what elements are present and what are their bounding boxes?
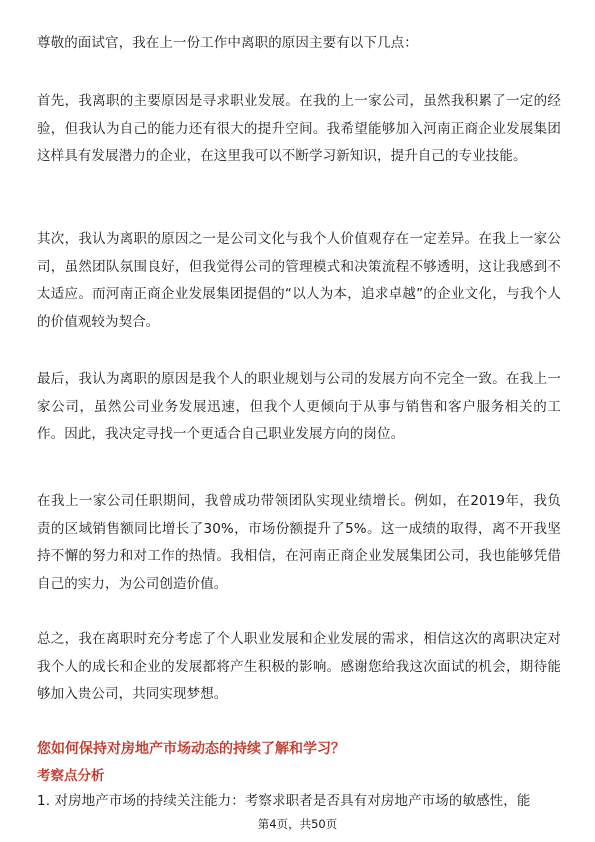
paragraph-third-reason: 最后，我认为离职的原因是我个人的职业规划与公司的发展方向不完全一致。在我上一家公司，虽然公司业务发展迅速，但我个人更倾向于从事与销售和客户服务相关的工作。因此，我决定寻找一个更适合自己职业发展方向的岗位。 xyxy=(37,371,561,442)
analysis-item-1: 1. 对房地产市场的持续关注能力：考察求职者是否具有对房地产市场的敏感性，能 xyxy=(37,793,531,809)
paragraph-achievement: 在我上一家公司任职期间，我曾成功带领团队实现业绩增长。例如，在2019年，我负责的区域销售额同比增长了30%，市场份额提升了5%。这一成绩的取得，离不开我坚持不懈的努力和对工作的热情。我相信，在河南正商企业发展集团公司，我也能够凭借自己的实力，为公司创造价值。 xyxy=(37,493,561,592)
question-heading: 您如何保持对房地产市场动态的持续了解和学习？ xyxy=(37,741,345,757)
greeting-paragraph: 尊敬的面试官，我在上一份工作中离职的原因主要有以下几点： xyxy=(37,35,418,51)
paragraph-second-reason: 其次，我认为离职的原因之一是公司文化与我个人价值观存在一定差异。在我上一家公司，虽然团队氛围良好，但我觉得公司的管理模式和决策流程不够透明，这让我感到不太适应。而河南正商企业发展集团提倡的“以人为本，追求卓越”的企业文化，与我个人的价值观较为契合。 xyxy=(37,231,561,330)
analysis-heading: 考察点分析 xyxy=(37,768,105,784)
page-number-footer: 第4页，共50页 xyxy=(257,817,338,831)
paragraph-first-reason: 首先，我离职的主要原因是寻求职业发展。在我的上一家公司，虽然我积累了一定的经验，但我认为自己的能力还有很大的提升空间。我希望能够加入河南正商企业发展集团这样具有发展潜力的企业，在这里我可以不断学习新知识，提升自己的专业技能。 xyxy=(37,93,561,164)
paragraph-conclusion: 总之，我在离职时充分考虑了个人职业发展和企业发展的需求，相信这次的离职决定对我个人的成长和企业的发展都将产生积极的影响。感谢您给我这次面试的机会，期待能够加入贵公司，共同实现梦想。 xyxy=(37,631,561,702)
